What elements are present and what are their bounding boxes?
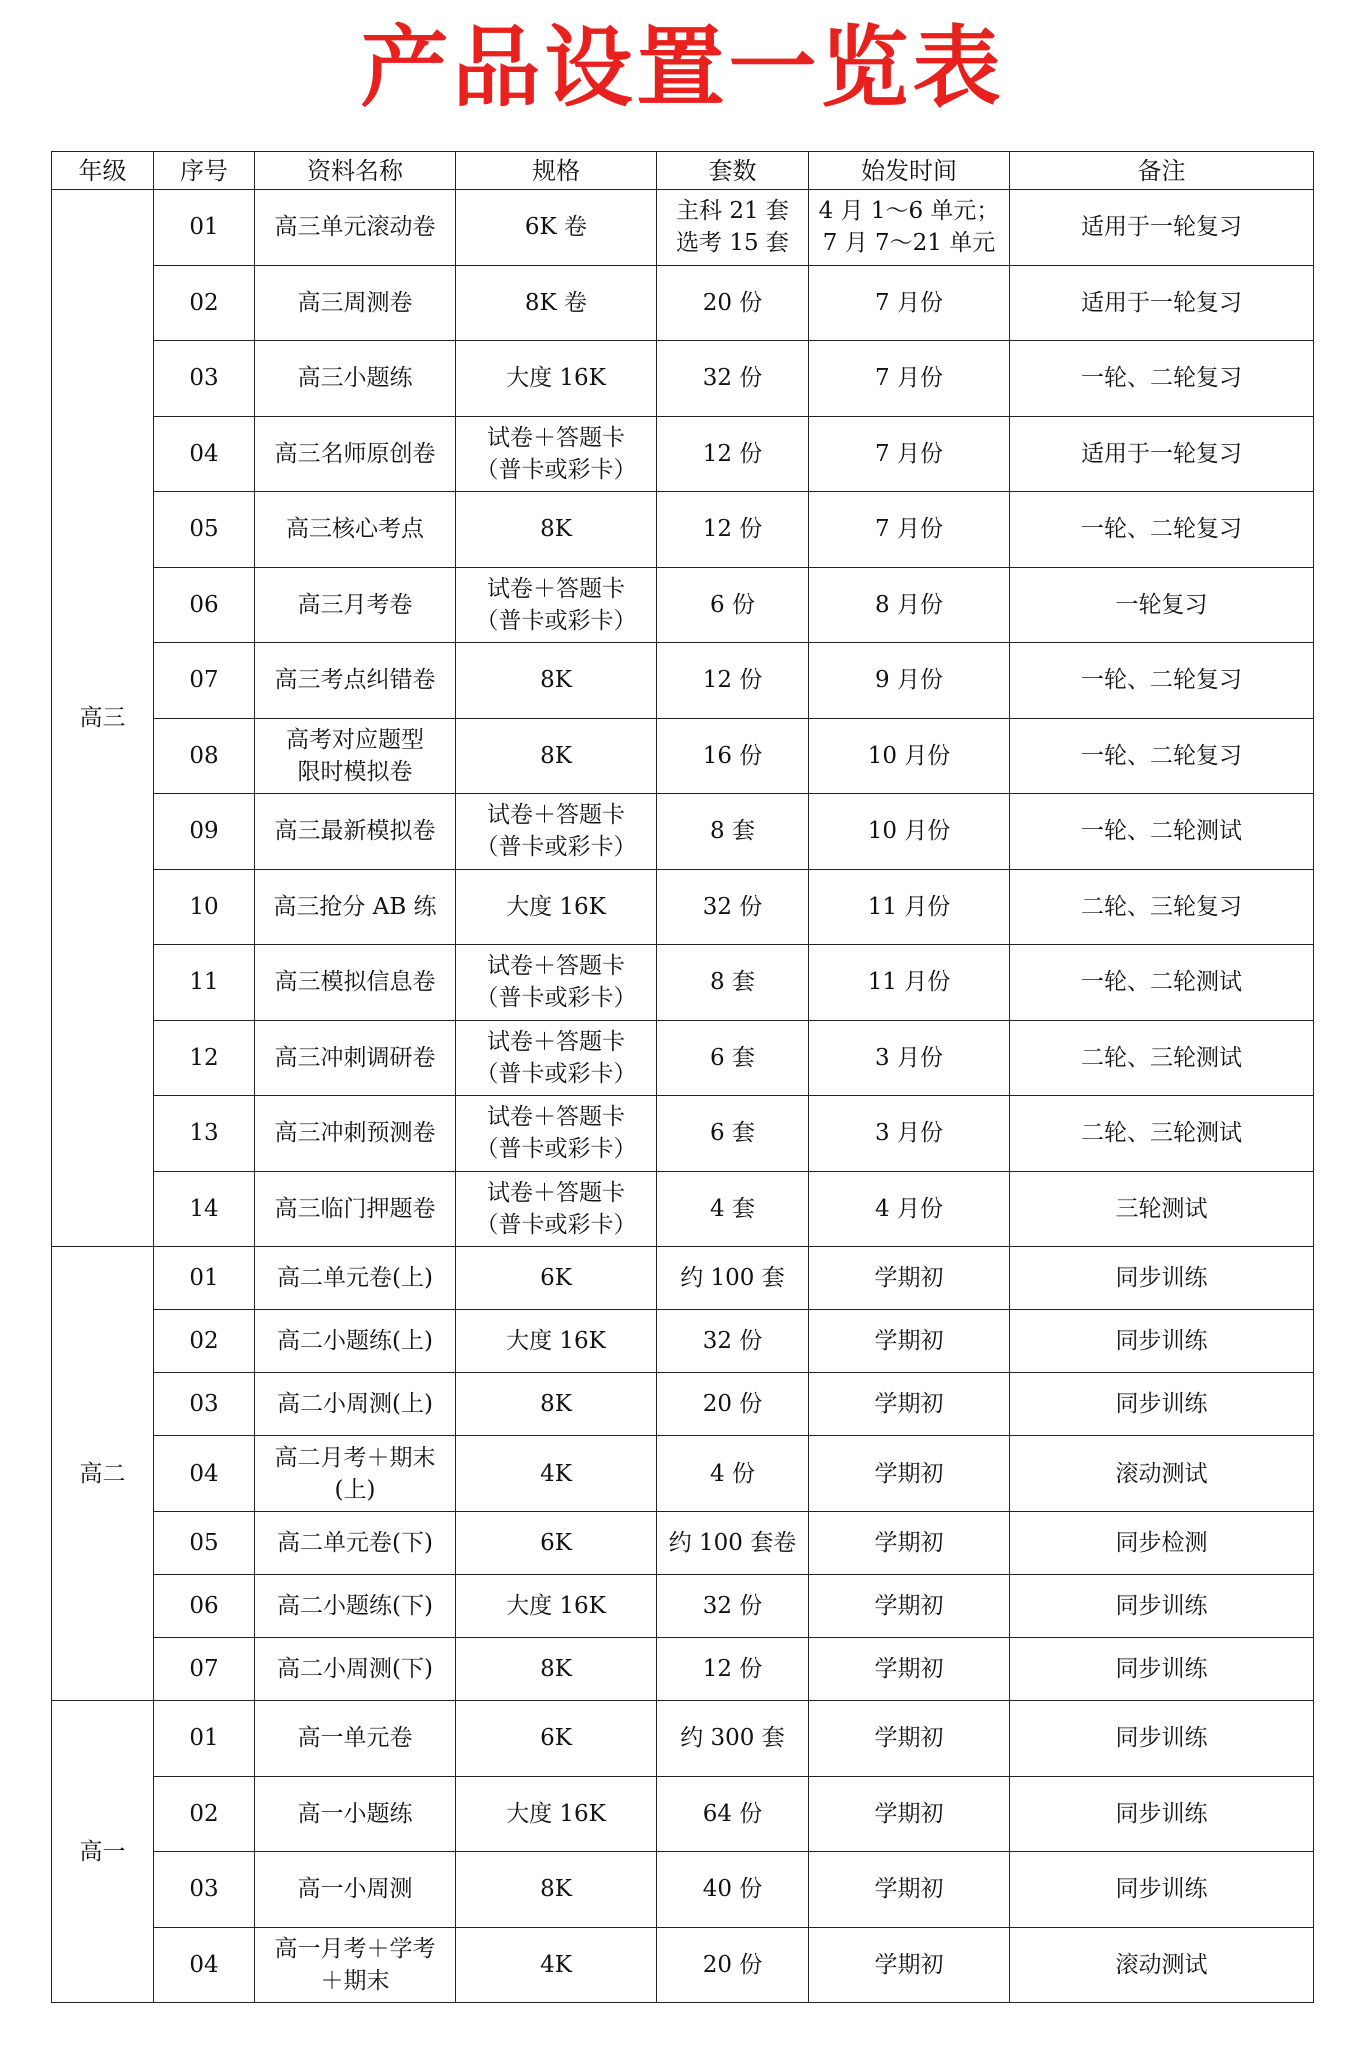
- note-cell: 同步训练: [1010, 1776, 1314, 1852]
- start-time-cell: 10 月份: [809, 718, 1010, 794]
- note-cell: 二轮、三轮测试: [1010, 1020, 1314, 1096]
- start-time-cell: 学期初: [809, 1638, 1010, 1701]
- spec-cell: 6K: [456, 1512, 657, 1575]
- item-number-cell: 02: [154, 1776, 255, 1852]
- note-cell: 同步训练: [1010, 1373, 1314, 1436]
- start-time-cell: 11 月份: [809, 869, 1010, 945]
- spec-cell: [456, 1020, 657, 1096]
- item-number-cell: 10: [154, 869, 255, 945]
- spec-cell: 大度 16K: [456, 1776, 657, 1852]
- start-time-cell: 学期初: [809, 1701, 1010, 1777]
- cell-line: 试卷＋答题卡: [487, 802, 625, 829]
- item-number-cell: 11: [154, 945, 255, 1021]
- item-number-cell: 03: [154, 1373, 255, 1436]
- cell-line: 试卷＋答题卡: [487, 953, 625, 980]
- note-cell: 一轮、二轮复习: [1010, 341, 1314, 417]
- material-name-cell: 高二单元卷(下): [255, 1512, 456, 1575]
- count-cell: 6 套: [657, 1020, 809, 1096]
- material-name-cell: 高三模拟信息卷: [255, 945, 456, 1021]
- table-row: [52, 869, 1314, 945]
- cell-line: 试卷＋答题卡: [487, 424, 625, 451]
- count-cell: 8 套: [657, 794, 809, 870]
- start-time-cell: 学期初: [809, 1575, 1010, 1638]
- header-grade: 年级: [52, 152, 154, 190]
- table-row: [52, 1512, 1314, 1575]
- spec-cell: [456, 1096, 657, 1172]
- cell-line: （普卡或彩卡）: [475, 834, 637, 861]
- spec-cell: 大度 16K: [456, 1575, 657, 1638]
- count-cell: 16 份: [657, 718, 809, 794]
- cell-line: 试卷＋答题卡: [487, 1179, 625, 1206]
- count-cell: 20 份: [657, 265, 809, 341]
- material-name-cell: 高二小周测(上): [255, 1373, 456, 1436]
- material-name-cell: 高一单元卷: [255, 1701, 456, 1777]
- count-cell: 32 份: [657, 1575, 809, 1638]
- spec-cell: 4K: [456, 1927, 657, 2003]
- start-time-cell: 9 月份: [809, 643, 1010, 719]
- item-number-cell: 07: [154, 1638, 255, 1701]
- item-number-cell: 09: [154, 794, 255, 870]
- cell-line: 试卷＋答题卡: [487, 575, 625, 602]
- start-time-cell: [809, 190, 1010, 266]
- note-cell: 滚动测试: [1010, 1436, 1314, 1512]
- item-number-cell: 04: [154, 416, 255, 492]
- material-name-cell: 高三周测卷: [255, 265, 456, 341]
- spec-cell: 8K: [456, 492, 657, 568]
- material-name-cell: 高三冲刺预测卷: [255, 1096, 456, 1172]
- cell-line: （普卡或彩卡）: [475, 1136, 637, 1163]
- item-number-cell: 06: [154, 567, 255, 643]
- start-time-cell: 11 月份: [809, 945, 1010, 1021]
- material-name-cell: 高三月考卷: [255, 567, 456, 643]
- table-row: [52, 1638, 1314, 1701]
- count-cell: 20 份: [657, 1927, 809, 2003]
- note-cell: 同步训练: [1010, 1852, 1314, 1928]
- table-row: [52, 265, 1314, 341]
- start-time-cell: 学期初: [809, 1247, 1010, 1310]
- table-row: [52, 1436, 1314, 1512]
- material-name-cell: 高三抢分 AB 练: [255, 869, 456, 945]
- cell-line: 试卷＋答题卡: [487, 1028, 625, 1055]
- material-name-cell: 高一小题练: [255, 1776, 456, 1852]
- count-cell: 20 份: [657, 1373, 809, 1436]
- note-cell: 二轮、三轮复习: [1010, 869, 1314, 945]
- start-time-cell: 7 月份: [809, 416, 1010, 492]
- count-cell: 32 份: [657, 1310, 809, 1373]
- table-body: [52, 190, 1314, 2003]
- item-number-cell: 02: [154, 265, 255, 341]
- note-cell: 同步训练: [1010, 1575, 1314, 1638]
- count-cell: 4 份: [657, 1436, 809, 1512]
- table-row: [52, 190, 1314, 266]
- page-title: 产品设置一览表: [360, 16, 1005, 119]
- table-row: [52, 492, 1314, 568]
- item-number-cell: 01: [154, 190, 255, 266]
- note-cell: 同步训练: [1010, 1638, 1314, 1701]
- cell-line: 主科 21 套: [676, 198, 789, 225]
- item-number-cell: 07: [154, 643, 255, 719]
- item-number-cell: 14: [154, 1171, 255, 1247]
- start-time-cell: 3 月份: [809, 1020, 1010, 1096]
- material-name-cell: 高三冲刺调研卷: [255, 1020, 456, 1096]
- cell-line: （普卡或彩卡）: [475, 1060, 637, 1087]
- cell-line: （普卡或彩卡）: [475, 607, 637, 634]
- cell-line: 4 月 1～6 单元；: [818, 198, 1000, 225]
- table-row: [52, 1096, 1314, 1172]
- table-row: [52, 1373, 1314, 1436]
- spec-cell: 8K: [456, 643, 657, 719]
- item-number-cell: 05: [154, 492, 255, 568]
- material-name-cell: 高三考点纠错卷: [255, 643, 456, 719]
- spec-cell: [456, 945, 657, 1021]
- count-cell: 4 套: [657, 1171, 809, 1247]
- item-number-cell: 04: [154, 1436, 255, 1512]
- header-number: 序号: [154, 152, 255, 190]
- material-name-cell: 高二小题练(下): [255, 1575, 456, 1638]
- table-row: [52, 1776, 1314, 1852]
- count-cell: 8 套: [657, 945, 809, 1021]
- header-spec: 规格: [456, 152, 657, 190]
- start-time-cell: 学期初: [809, 1436, 1010, 1512]
- spec-cell: 6K: [456, 1247, 657, 1310]
- start-time-cell: 学期初: [809, 1927, 1010, 2003]
- start-time-cell: 学期初: [809, 1776, 1010, 1852]
- note-cell: 一轮、二轮复习: [1010, 643, 1314, 719]
- count-cell: [657, 190, 809, 266]
- table-row: [52, 643, 1314, 719]
- cell-line: 试卷＋答题卡: [487, 1104, 625, 1131]
- spec-cell: [456, 567, 657, 643]
- cell-line: (上): [334, 1476, 376, 1503]
- spec-cell: 大度 16K: [456, 1310, 657, 1373]
- header-material-name: 资料名称: [255, 152, 456, 190]
- header-count: 套数: [657, 152, 809, 190]
- count-cell: 12 份: [657, 1638, 809, 1701]
- start-time-cell: 学期初: [809, 1852, 1010, 1928]
- start-time-cell: 4 月份: [809, 1171, 1010, 1247]
- note-cell: 同步检测: [1010, 1512, 1314, 1575]
- material-name-cell: 高一小周测: [255, 1852, 456, 1928]
- spec-cell: 6K: [456, 1701, 657, 1777]
- spec-cell: 8K: [456, 1638, 657, 1701]
- note-cell: 适用于一轮复习: [1010, 190, 1314, 266]
- spec-cell: 8K: [456, 1373, 657, 1436]
- count-cell: 32 份: [657, 341, 809, 417]
- material-name-cell: [255, 1436, 456, 1512]
- count-cell: 6 份: [657, 567, 809, 643]
- start-time-cell: 7 月份: [809, 265, 1010, 341]
- spec-cell: 6K 卷: [456, 190, 657, 266]
- product-table: [51, 151, 1314, 2003]
- spec-cell: [456, 794, 657, 870]
- cell-line: 高考对应题型: [286, 726, 424, 753]
- note-cell: 同步训练: [1010, 1701, 1314, 1777]
- cell-line: （普卡或彩卡）: [475, 1211, 637, 1238]
- item-number-cell: 03: [154, 341, 255, 417]
- table-row: [52, 1852, 1314, 1928]
- note-cell: 适用于一轮复习: [1010, 265, 1314, 341]
- start-time-cell: 学期初: [809, 1373, 1010, 1436]
- cell-line: 高二月考＋期末: [274, 1444, 436, 1471]
- header-note: 备注: [1010, 152, 1314, 190]
- cell-line: （普卡或彩卡）: [475, 456, 637, 483]
- table-row: [52, 1171, 1314, 1247]
- table-row: [52, 341, 1314, 417]
- count-cell: 12 份: [657, 643, 809, 719]
- table-row: [52, 567, 1314, 643]
- item-number-cell: 02: [154, 1310, 255, 1373]
- note-cell: 一轮复习: [1010, 567, 1314, 643]
- table-row: [52, 1575, 1314, 1638]
- table-row: [52, 416, 1314, 492]
- cell-line: （普卡或彩卡）: [475, 985, 637, 1012]
- material-name-cell: [255, 718, 456, 794]
- note-cell: 适用于一轮复习: [1010, 416, 1314, 492]
- spec-cell: 8K: [456, 718, 657, 794]
- cell-line: 选考 15 套: [676, 230, 789, 257]
- count-cell: 约 300 套: [657, 1701, 809, 1777]
- count-cell: 6 套: [657, 1096, 809, 1172]
- table-row: [52, 794, 1314, 870]
- spec-cell: 大度 16K: [456, 341, 657, 417]
- count-cell: 40 份: [657, 1852, 809, 1928]
- cell-line: 7 月 7～21 单元: [822, 230, 996, 257]
- material-name-cell: 高三名师原创卷: [255, 416, 456, 492]
- material-name-cell: [255, 1927, 456, 2003]
- table-row: [52, 1310, 1314, 1373]
- start-time-cell: 7 月份: [809, 341, 1010, 417]
- item-number-cell: 13: [154, 1096, 255, 1172]
- grade-cell: 高三: [52, 190, 154, 1247]
- count-cell: 约 100 套: [657, 1247, 809, 1310]
- material-name-cell: 高三单元滚动卷: [255, 190, 456, 266]
- item-number-cell: 12: [154, 1020, 255, 1096]
- material-name-cell: 高三小题练: [255, 341, 456, 417]
- note-cell: 一轮、二轮测试: [1010, 945, 1314, 1021]
- item-number-cell: 08: [154, 718, 255, 794]
- spec-cell: 8K 卷: [456, 265, 657, 341]
- item-number-cell: 04: [154, 1927, 255, 2003]
- start-time-cell: 10 月份: [809, 794, 1010, 870]
- table-row: [52, 1927, 1314, 2003]
- item-number-cell: 06: [154, 1575, 255, 1638]
- start-time-cell: 7 月份: [809, 492, 1010, 568]
- start-time-cell: 3 月份: [809, 1096, 1010, 1172]
- item-number-cell: 05: [154, 1512, 255, 1575]
- count-cell: 32 份: [657, 869, 809, 945]
- item-number-cell: 01: [154, 1701, 255, 1777]
- start-time-cell: 学期初: [809, 1512, 1010, 1575]
- cell-line: 高一月考＋学考: [274, 1935, 436, 1962]
- grade-cell: 高一: [52, 1701, 154, 2003]
- material-name-cell: 高二单元卷(上): [255, 1247, 456, 1310]
- item-number-cell: 01: [154, 1247, 255, 1310]
- note-cell: 同步训练: [1010, 1247, 1314, 1310]
- count-cell: 约 100 套卷: [657, 1512, 809, 1575]
- spec-cell: 大度 16K: [456, 869, 657, 945]
- item-number-cell: 03: [154, 1852, 255, 1928]
- table-row: [52, 718, 1314, 794]
- table-row: [52, 1701, 1314, 1777]
- material-name-cell: 高三临门押题卷: [255, 1171, 456, 1247]
- table-row: [52, 1020, 1314, 1096]
- spec-cell: 8K: [456, 1852, 657, 1928]
- spec-cell: 4K: [456, 1436, 657, 1512]
- material-name-cell: 高二小周测(下): [255, 1638, 456, 1701]
- note-cell: 二轮、三轮测试: [1010, 1096, 1314, 1172]
- spec-cell: [456, 416, 657, 492]
- spec-cell: [456, 1171, 657, 1247]
- start-time-cell: 学期初: [809, 1310, 1010, 1373]
- note-cell: 滚动测试: [1010, 1927, 1314, 2003]
- material-name-cell: 高三核心考点: [255, 492, 456, 568]
- table-row: [52, 945, 1314, 1021]
- cell-line: ＋期末: [320, 1967, 390, 1994]
- note-cell: 一轮、二轮测试: [1010, 794, 1314, 870]
- material-name-cell: 高三最新模拟卷: [255, 794, 456, 870]
- start-time-cell: 8 月份: [809, 567, 1010, 643]
- note-cell: 一轮、二轮复习: [1010, 492, 1314, 568]
- header-start-time: 始发时间: [809, 152, 1010, 190]
- note-cell: 一轮、二轮复习: [1010, 718, 1314, 794]
- note-cell: 同步训练: [1010, 1310, 1314, 1373]
- count-cell: 12 份: [657, 416, 809, 492]
- grade-cell: 高二: [52, 1247, 154, 1701]
- header-row: [52, 152, 1314, 190]
- count-cell: 12 份: [657, 492, 809, 568]
- cell-line: 限时模拟卷: [297, 758, 413, 785]
- table-row: [52, 1247, 1314, 1310]
- material-name-cell: 高二小题练(上): [255, 1310, 456, 1373]
- count-cell: 64 份: [657, 1776, 809, 1852]
- note-cell: 三轮测试: [1010, 1171, 1314, 1247]
